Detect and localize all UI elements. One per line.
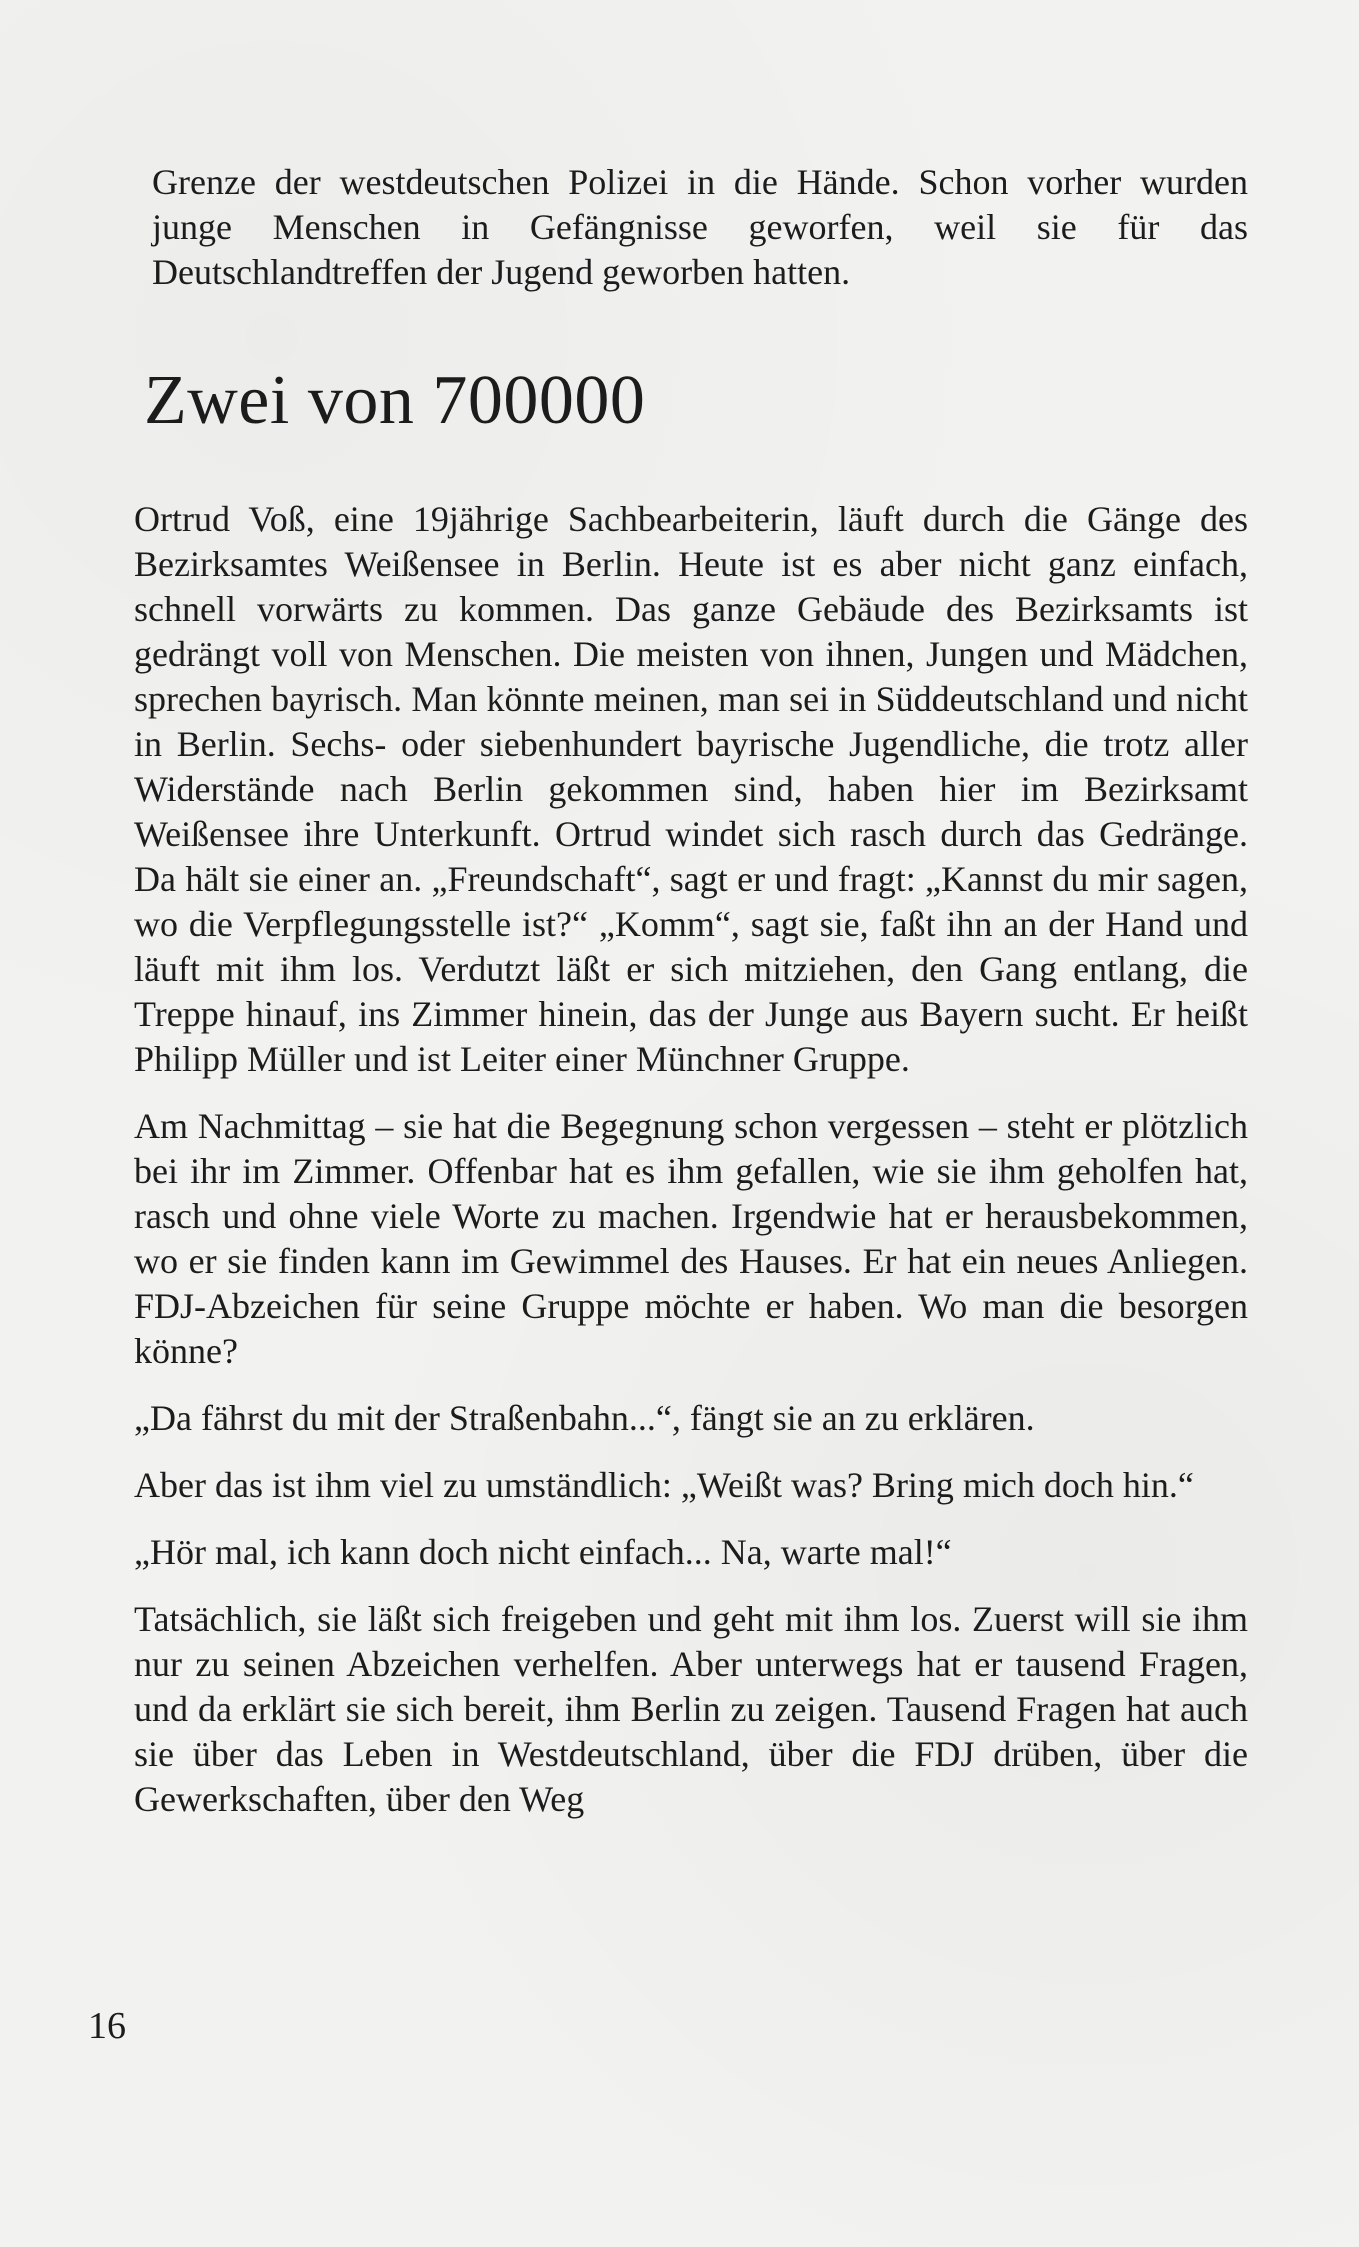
page-number: 16 (88, 2005, 126, 2047)
section-heading: Zwei von 700000 (144, 362, 646, 439)
body-paragraph: Aber das ist ihm viel zu umständlich: „Weißt was? Bring mich doch hin.“ (134, 1465, 1194, 1505)
body-paragraph: Ortrud Voß, eine 19jährige Sachbearbeiterin, läuft durch die Gänge des Bezirksamtes Weißensee in Berlin. Heute ist es aber nicht ganz einfach, schnell vorwärts zu kommen. Das ganze Gebäude des Bezirksamts ist gedrängt voll von Menschen. Die meisten von ihnen, Jungen und Mädchen, sprechen bayrisch. Man könnte meinen, man sei in Süddeutschland und nicht in Berlin. Sechs- oder siebenhundert bayrische Jugendliche, die trotz aller Widerstände nach Berlin gekommen sind, haben hier im Bezirksamt Weißensee ihre Unterkunft. Ortrud windet sich rasch durch das Gedränge. Da hält sie einer an. „Freundschaft“, sagt er und fragt: „Kannst du mir sagen, wo die Verpflegungsstelle ist?“ „Komm“, sagt sie, faßt ihn an der Hand und läuft mit ihm los. Verdutzt läßt er sich mitziehen, den Gang entlang, die Treppe hinauf, ins Zimmer hinein, das der Junge aus Bayern sucht. Er heißt Philipp Müller und ist Leiter einer Münchner Gruppe. (134, 499, 1248, 1079)
body-paragraph: Am Nachmittag – sie hat die Begegnung schon vergessen – steht er plötzlich bei ihr im Zimmer. Offenbar hat es ihm gefallen, wie sie ihm geholfen hat, rasch und ohne viele Worte zu machen. Irgendwie hat er herausbekommen, wo er sie finden kann im Gewimmel des Hauses. Er hat ein neues Anliegen. FDJ-Abzeichen für seine Gruppe möchte er haben. Wo man die besorgen könne? (134, 1106, 1248, 1371)
continuation-paragraph: Grenze der westdeutschen Polizei in die Hände. Schon vorher wurden junge Menschen in Gefängnisse geworfen, weil sie für das Deutschlandtreffen der Jugend geworben hatten. (152, 162, 1248, 292)
section-body (134, 497, 1248, 1822)
body-paragraph: „Da fährst du mit der Straßenbahn...“, fängt sie an zu erklären. (134, 1398, 1035, 1438)
body-paragraph: Tatsächlich, sie läßt sich freigeben und geht mit ihm los. Zuerst will sie ihm nur zu seinen Abzeichen verhelfen. Aber unterwegs hat er tausend Fragen, und da erklärt sie sich bereit, ihm Berlin zu zeigen. Tausend Fragen hat auch sie über das Leben in Westdeutschland, über die FDJ drüben, über die Gewerkschaften, über den Weg (134, 1599, 1248, 1819)
text-column (108, 160, 1248, 1822)
body-paragraph: „Hör mal, ich kann doch nicht einfach... Na, warte mal!“ (134, 1532, 952, 1572)
